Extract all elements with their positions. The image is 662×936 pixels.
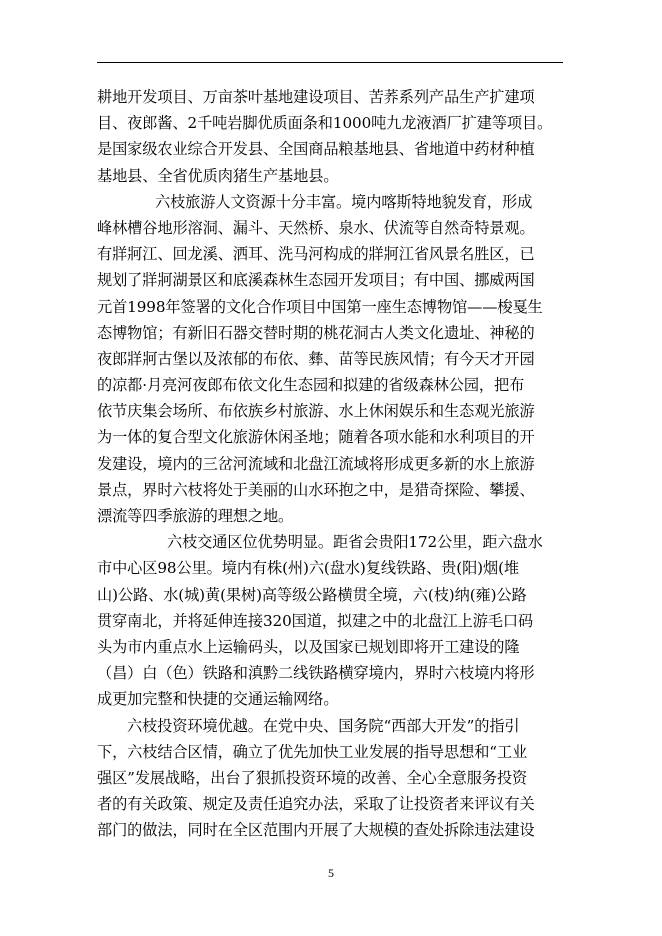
text-line: 头为市内重点水上运输码头，以及国家已规划即将开工建设的隆 bbox=[97, 637, 520, 656]
paragraph-tourism bbox=[97, 189, 563, 529]
paragraph-investment bbox=[97, 713, 563, 844]
text-line: 为一体的复合型文化旅游休闲圣地；随着各项水能和水利项目的开 bbox=[97, 428, 535, 447]
page-number: 5 bbox=[328, 866, 334, 880]
text-line: 夜郎牂牁古堡以及浓郁的布依、彝、苗等民族风情；有今天才开园 bbox=[97, 349, 535, 368]
text-line: 漂流等四季旅游的理想之地。 bbox=[97, 507, 294, 525]
text-line: 耕地开发项目、万亩茶叶基地建设项目、苦荞系列产品生产扩建项 bbox=[97, 88, 535, 106]
text-line: 是国家级农业综合开发县、全国商品粮基地县、省地道中药材种植 bbox=[97, 140, 535, 159]
text-line: 山)公路、水(城)黄(果树)高等级公路横贯全境，六(枝)纳(雍)公路 bbox=[97, 585, 527, 604]
text-line: 依节庆集会场所、布依族乡村旅游、水上休闲娱乐和生态观光旅游 bbox=[97, 402, 535, 421]
text-line: 六枝旅游人文资源十分丰富。境内喀斯特地貌发育，形成 bbox=[155, 192, 533, 211]
text-line: 峰林槽谷地形溶洞、漏斗、天然桥、泉水、伏流等自然奇特景观。 bbox=[97, 218, 535, 237]
paragraph-agriculture bbox=[97, 84, 563, 189]
text-line: 规划了牂牁湖景区和底溪森林生态园开发项目；有中国、挪威两国 bbox=[97, 271, 535, 290]
text-line: 六枝交通区位优势明显。距省会贵阳172公里，距六盘水 bbox=[167, 533, 543, 552]
text-line: 市中心区98公里。境内有株(州)六(盘水)复线铁路、贵(阳)烟(堆 bbox=[97, 559, 520, 578]
text-line: 六枝投资环境优越。在党中央、国务院“西部大开发”的指引 bbox=[127, 716, 520, 735]
text-line: 部门的做法，同时在全区范围内开展了大规模的查处拆除违法建设 bbox=[97, 821, 535, 840]
text-line: 元首1998年签署的文化合作项目中国第一座生态博物馆——梭戛生 bbox=[97, 297, 543, 316]
text-line: （昌）白（色）铁路和滇黔二线铁路横穿境内，界时六枝境内将形 bbox=[97, 664, 535, 683]
text-line: 有牂牁江、回龙溪、洒耳、洗马河构成的牂牁江省风景名胜区，已 bbox=[97, 245, 535, 264]
text-line: 目、夜郎酱、2千吨岩脚优质面条和1000吨九龙液酒厂扩建等项目。 bbox=[97, 114, 553, 133]
text-line: 的凉都·月亮河夜郎布依文化生态园和拟建的省级森林公园，把布 bbox=[97, 376, 525, 395]
text-line: 者的有关政策、规定及责任追究办法，采取了让投资者来评议有关 bbox=[97, 795, 535, 814]
paragraph-transport bbox=[97, 529, 563, 712]
header-rule bbox=[97, 62, 563, 63]
text-line: 景点，界时六枝将处于美丽的山水环抱之中，是猎奇探险、攀援、 bbox=[97, 480, 535, 499]
text-line: 基地县、全省优质肉猪生产基地县。 bbox=[97, 166, 339, 185]
text-line: 发建设，境内的三岔河流域和北盘江流域将形成更多新的水上旅游 bbox=[97, 454, 535, 473]
page-body bbox=[97, 84, 563, 843]
text-line: 下，六枝结合区情，确立了优先加快工业发展的指导思想和“工业 bbox=[97, 742, 528, 761]
text-line: 态博物馆；有新旧石器交替时期的桃花洞古人类文化遗址、神秘的 bbox=[97, 323, 535, 342]
text-line: 强区”发展战略，出台了狠抓投资环境的改善、全心全意服务投资 bbox=[97, 768, 528, 787]
text-line: 贯穿南北，并将延伸连接320国道，拟建之中的北盘江上游毛口码 bbox=[97, 611, 534, 630]
text-line: 成更加完整和快捷的交通运输网络。 bbox=[97, 690, 339, 709]
